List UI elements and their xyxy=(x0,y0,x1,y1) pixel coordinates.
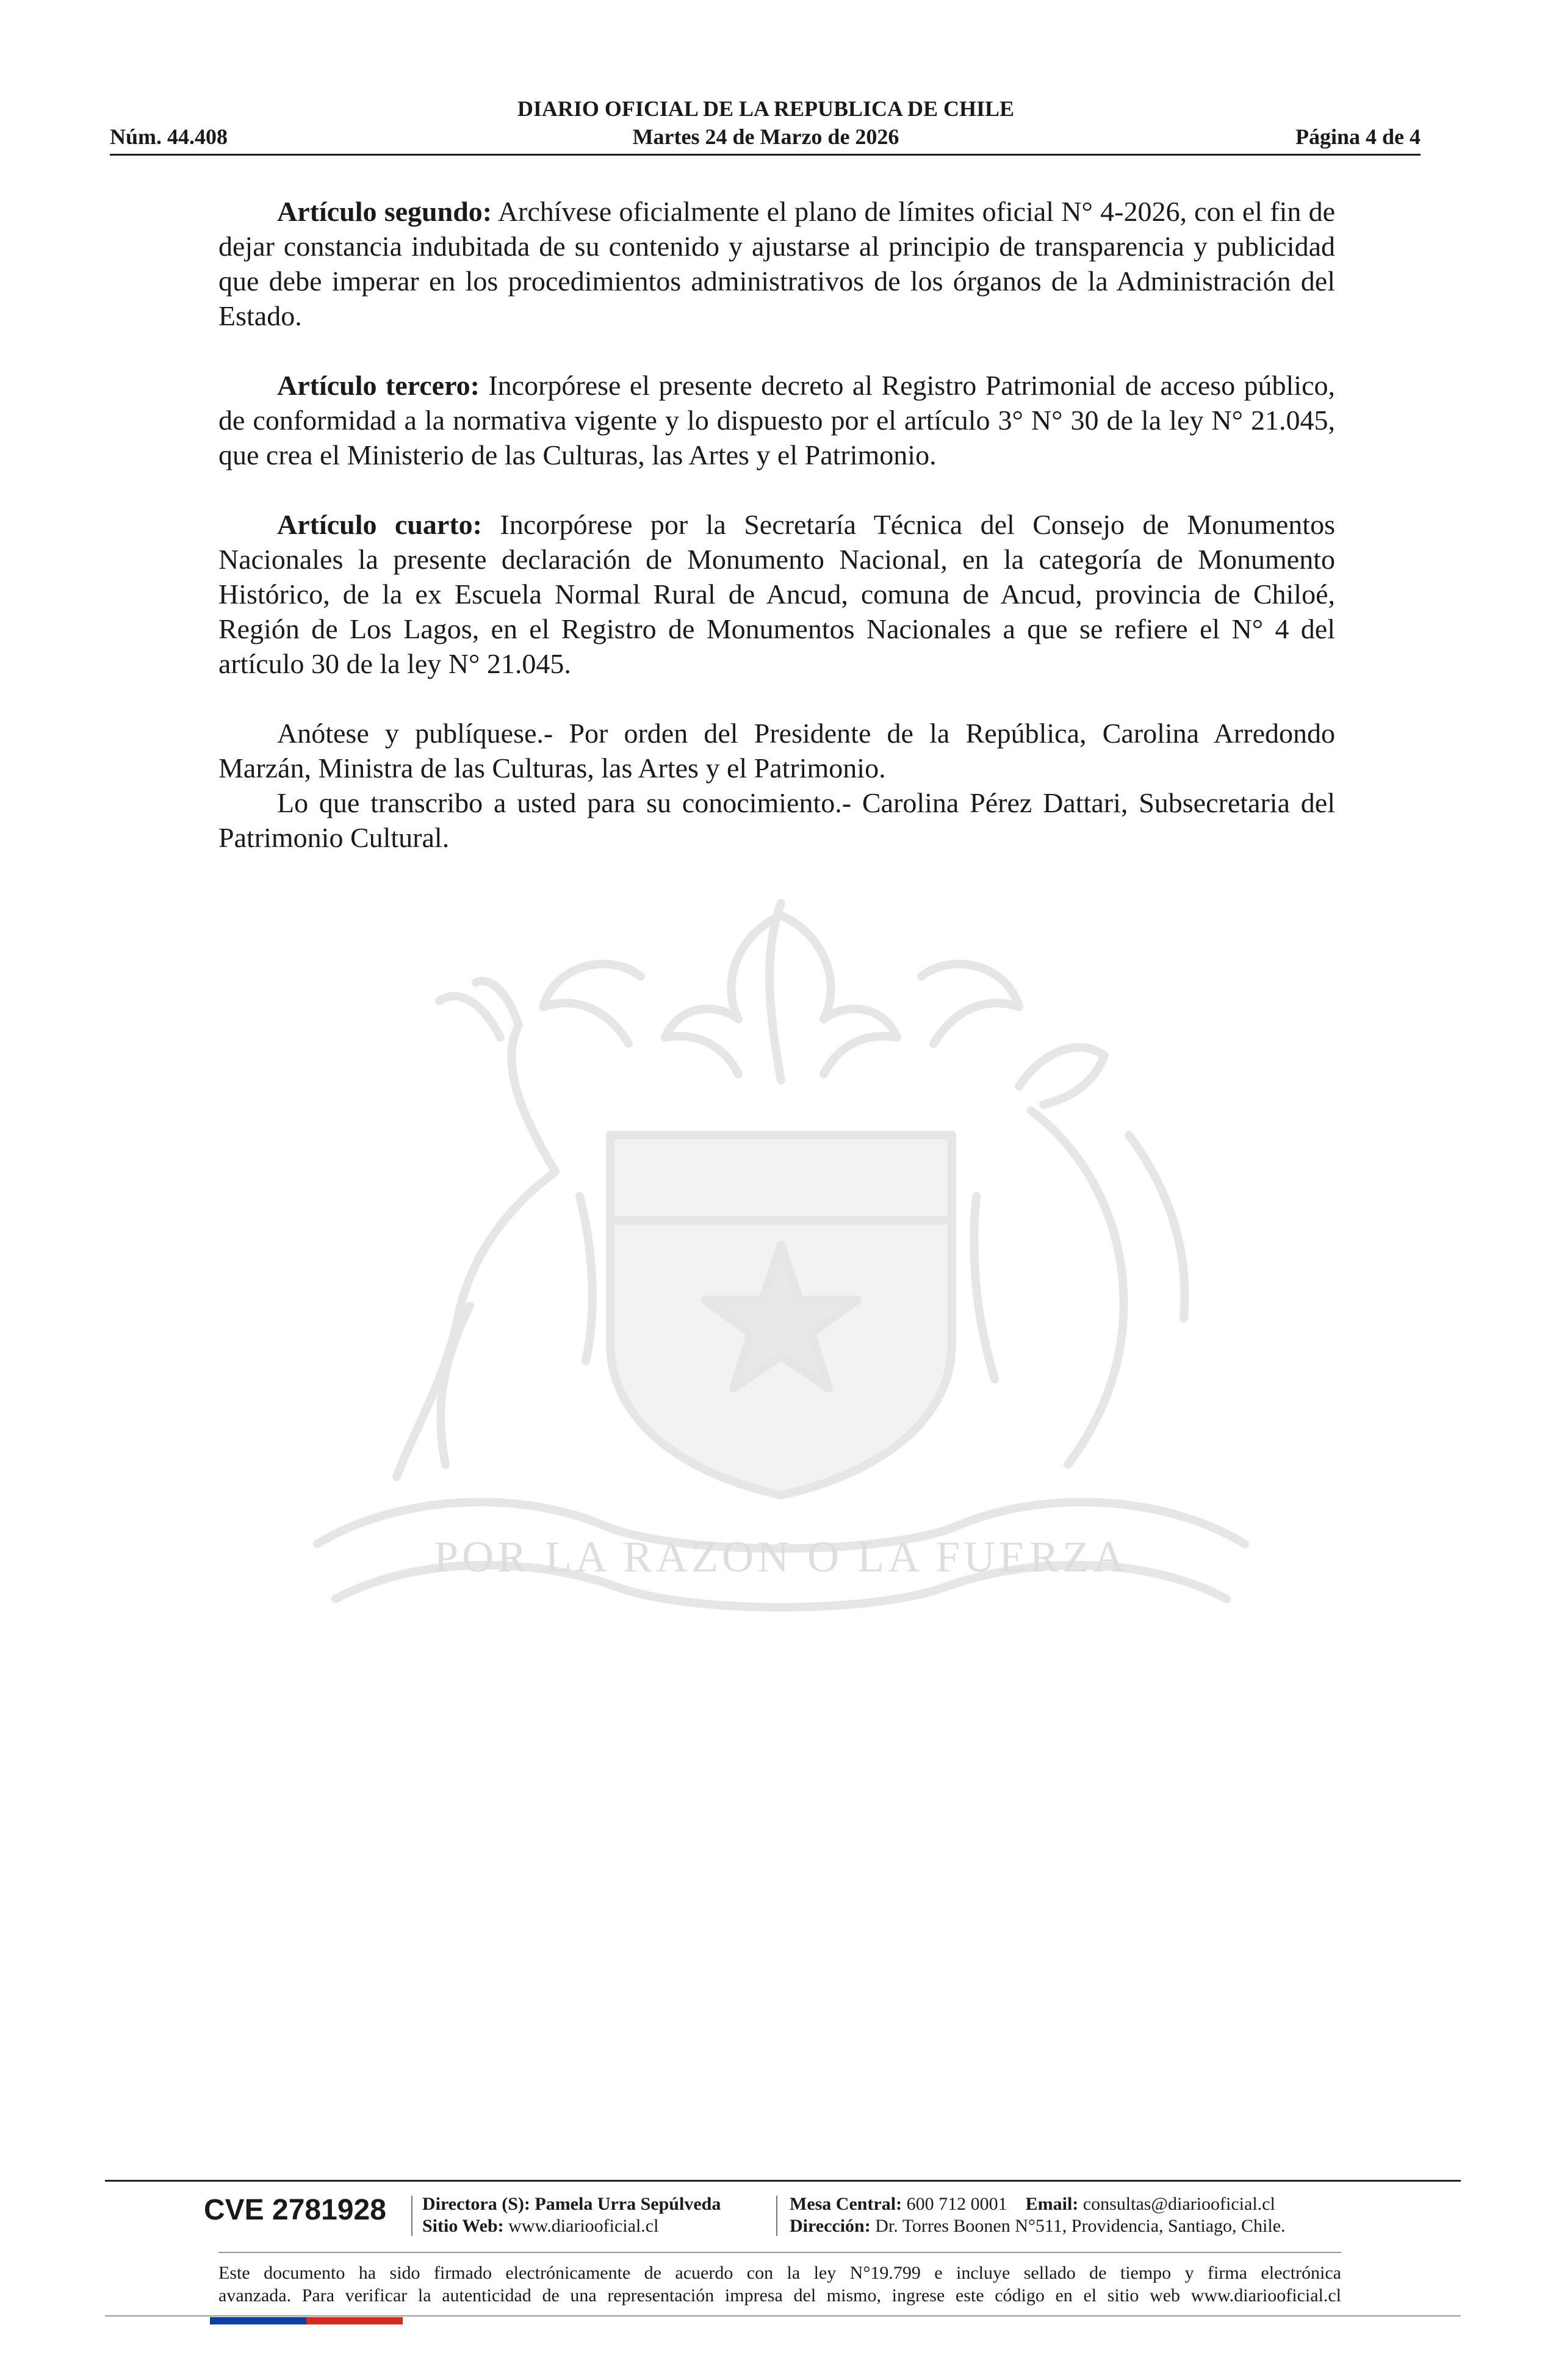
flag-stripe-red xyxy=(306,2317,403,2324)
address-line xyxy=(790,2215,1286,2237)
footer-divider-top xyxy=(105,2180,1461,2182)
contact-line xyxy=(790,2193,1286,2215)
email-link[interactable]: consultas@diariooficial.cl xyxy=(1078,2194,1275,2214)
article-third xyxy=(218,368,1335,472)
newspaper-title: DIARIO OFICIAL DE LA REPUBLICA DE CHILE xyxy=(517,96,1015,121)
legal-notice xyxy=(218,2262,1341,2307)
phone-label: Mesa Central: xyxy=(790,2194,902,2214)
article-heading: Artículo tercero: xyxy=(277,370,480,401)
transcription-paragraph: Lo que transcribo a usted para su conocimiento.- Carolina Pérez Dattari, Subsecretaria del Patrimonio Cultural. xyxy=(218,787,1335,853)
header-divider xyxy=(110,154,1421,156)
footer-separator xyxy=(776,2196,777,2236)
cve-code: CVE 2781928 xyxy=(204,2194,386,2226)
footer-divider-mid xyxy=(218,2252,1341,2253)
article-text: Archívese oficialmente el plano de límites oficial N° 4-2026, con el fin de dejar constancia indubitada de su contenido y ajustarse al principio de transparencia y publicidad que debe imperar en los procedimientos administrativos de los órganos de la Administración del Estado. xyxy=(218,196,1335,331)
footer-contact-block xyxy=(790,2193,1286,2237)
website-label: Sitio Web: xyxy=(422,2216,504,2236)
email-label: Email: xyxy=(1025,2194,1079,2214)
address-label: Dirección: xyxy=(790,2216,871,2236)
closing-paragraph: Anótese y publíquese.- Por orden del Presidente de la República, Carolina Arredondo Marzán, Ministra de las Culturas, las Artes y el Patrimonio. xyxy=(218,718,1335,784)
website-line xyxy=(422,2215,721,2237)
flag-stripe-blue xyxy=(210,2317,306,2324)
legal-line: Este documento ha sido firmado electrónicamente de acuerdo con la ley N°19.799 e incluye sellado de tiempo y firma electrónica xyxy=(218,2263,1341,2283)
article-text: Incorpórese el presente decreto al Registro Patrimonial de acceso público, de conformidad a la normativa vigente y lo dispuesto por el artículo 3° N° 30 de la ley N° 21.045, que crea el Ministerio de las Culturas, las Artes y el Patrimonio. xyxy=(218,370,1335,471)
chile-coat-of-arms-icon xyxy=(214,879,1349,1672)
website-link[interactable]: www.diariooficial.cl xyxy=(503,2216,659,2236)
footer-director-block xyxy=(422,2193,721,2237)
watermark-motto: POR LA RAZON O LA FUERZA xyxy=(433,1532,1129,1581)
article-fourth xyxy=(218,507,1335,681)
issue-date: Martes 24 de Marzo de 2026 xyxy=(632,124,899,149)
document-body xyxy=(218,194,1335,855)
page-indicator: Página 4 de 4 xyxy=(1295,124,1421,149)
phone-value: 600 712 0001 xyxy=(902,2194,1007,2214)
issue-number: Núm. 44.408 xyxy=(110,124,228,149)
address-value: Dr. Torres Boonen N°511, Providencia, Santiago, Chile. xyxy=(870,2216,1286,2236)
footer-divider-bottom xyxy=(105,2315,1461,2317)
article-text: Incorpórese por la Secretaría Técnica del Consejo de Monumentos Nacionales la presente declaración de Monumento Nacional, en la categoría de Monumento Histórico, de la ex Escuela Normal Rural de Ancud, comuna de Ancud, provincia de Chiloé, Región de Los Lagos, en el Registro de Monumentos Nacionales a que se refiere el N° 4 del artículo 30 de la ley N° 21.045. xyxy=(218,509,1335,679)
footer-separator xyxy=(411,2196,412,2236)
article-heading: Artículo segundo: xyxy=(277,196,492,227)
article-heading: Artículo cuarto: xyxy=(277,509,482,540)
director-name: Directora (S): Pamela Urra Sepúlveda xyxy=(422,2194,721,2214)
legal-line: avanzada. Para verificar la autenticidad de una representación impresa del mismo, ingrese este código en el sitio web www.diariooficial.cl xyxy=(218,2285,1341,2306)
article-second xyxy=(218,194,1335,333)
